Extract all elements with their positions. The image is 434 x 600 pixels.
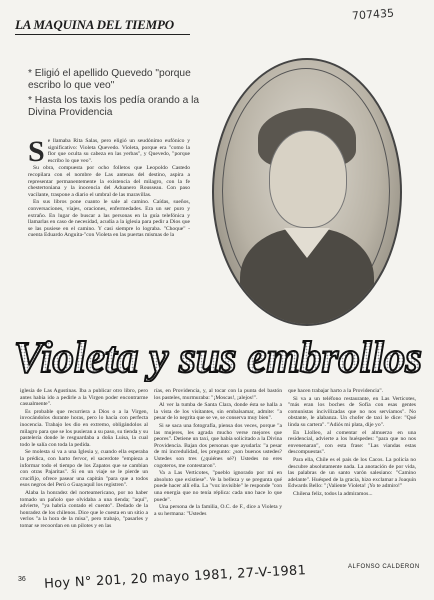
subheads (28, 68, 203, 122)
handwritten-reference: 707435 (351, 6, 395, 23)
headline (8, 330, 428, 382)
byline: ALFONSO CALDERON (348, 564, 420, 570)
handwritten-source-note: Hoy N° 201, 20 mayo 1981, 27-V-1981 (43, 563, 307, 592)
paragraph: Se molesta si va a una Iglesia y, cuando ella esperaba la prédica, con harto fervor, el sacerdote "empieza a informar todo el tiempo de los Zapatos que se cambian con otras Pajaritas". Si en un viaje se le pierde un crucifijo, ofrece pasear una capitán "para que a todos esos negros del Perú o Guayaquil los registren". (20, 449, 148, 489)
paragraph: Una persona de la familia, O.C. de F., dice a Violeta y a su hermana: "Ustedes (154, 504, 282, 517)
paragraph: En Llolleo, al comentar el almuerzo en una residencial, advierte a los huéspedes: "para que no nos envenenaran", con esta frase: "Las viandas estas descompuestas". (288, 429, 416, 456)
paragraph: Si va a un teléfono restaurante, en Las Verticotes, "más eran los boches de Sofía con esas gentes comunistas incivilizadas que no nos servíamos". No obstante, le alabanza. Un chofer de taxi le dice: "Qué linda su cartera". "Adiós mi plata, dije yo". (288, 395, 416, 428)
portrait-photo (212, 58, 402, 326)
headline-text: Violeta y sus embrollos (14, 333, 422, 382)
paragraph: Chilena feliz, todos la admiramos... (293, 490, 373, 497)
page-number: 36 (18, 576, 26, 583)
article-column-2 (154, 388, 282, 518)
article-column-1 (20, 388, 148, 530)
section-title: LA MAQUINA DEL TIEMPO (15, 17, 174, 32)
paragraph: rías, en Providencia, y, al tocar con la punta del bastón los pasteles, murmuraba: "¡Moscas!, ¡alejos!". (154, 388, 282, 401)
title-underline (15, 34, 190, 35)
article-column-3 (288, 388, 416, 499)
paragraph: Al ver la tumba de Santa Clara, donde ésta se halla a la vista de los visitantes, sin embalsamar, admite: "a pesar de lo negrita que se ve, se conserva muy bien". (154, 402, 282, 422)
paragraph: Alaba la honradez del norteamericano, por no haber tomado un pañolo que olvidaba a una tienda; "aquí", advierte, "ya habría contado el cuento". Dedado de la honradez de los chilenos. Dice que le cuesta en un sitio a verlos "a la hora de la misa", pero trabajo, "pasarles y tomar se recoordan en un pilotes y en las (20, 489, 148, 529)
intro-text (28, 135, 190, 240)
paragraph: Va a Las Verticotes, "pueblo ignorado por mí en absoluto que existiese". Ve la belleza y se pregunta qué puede hacer allí ella. La "voz invisible" le responde "con una energía que no tenía réplica: cada uno hace lo que puede". (154, 470, 282, 503)
portrait-face (269, 130, 347, 228)
intro-paragraph: Su obra, compuesta por ocho folletos que Leopoldo Castedo recopilara con el nombre de Las antenas del destino, aspira a representar permanentemente la existencia del milagro, con la fe chestertoniana y la inocencia del Aduanero Rousseau. Con paso vacilante, traspone a diario el umbral de las maravillas. (28, 165, 190, 198)
paragraph: que hacen trabajar harto a la Providencia". (288, 388, 384, 394)
subhead-2: * Hasta los taxis los pedía orando a la Divina Providencia (28, 95, 200, 118)
intro-paragraph: e llamaba Rita Salas, pero eligió un seudónimo eufónico y significativo: Violeta Quevedo. Violeta, porque era "como la flor que oculta su cabeza en las yerbas", y Quevedo, "porque escribo lo que veo". (47, 138, 190, 164)
paragraph: Es probable que recurriera a Dios o a la Virgen, invocándolos durante horas, pero lo hacía con perfecta inocencia. Trabajo les dio en extremo, obligándolos al milagro para que se los pusieran a su paso, su tienda y su pastelería donde le resguardaba a doña Luisa, la cual todo le salía con toda la pedida. (20, 408, 148, 448)
paragraph: iglesia de Las Agustinas. Iba a publicar otro libro, pero antes había ido a pedirle a la Virgen poder encontrarme casualmente". (20, 388, 148, 408)
intro-paragraph: En sus libros pone cuanto le sale al camino. Caídas, sueños, conversaciones, viajes, oraciones, enfermedades. Era un ser puro y extraño. En lugar de buscar a las personas en la guía telefónica y llamarlas en caso de necesidad, acudía a la iglesia para pedir a Dios que se las pusiese en el camino. Y casi siempre lo lograba. "Choque" -cuenta Eduardo Anguita-"con Violeta en las puertas mismas de la (28, 199, 190, 239)
paragraph: Para ella, Chile es el país de los Cacos. La policía no descubre absolutamente nada. La anotación de por vida, las palabras de un santo varón salesiano: "Camino adelante". Huésped de la gracia, hizo exclamar a Joaquín Edwards Bello: "¡Valiente Violeta! ¡Yo te admiro!" (288, 456, 416, 490)
subhead-1: * Eligió el apellido Quevedo "porque escribo lo que veo" (28, 68, 191, 91)
paragraph: Si se saca una fotografía, piensa dos veces, porque "a las mujeres, les agrada mucho verse mejores que peores". Detiene un taxi, que había solicitado a la Divina Providencia. Bajan dos personas que ayudarla: "a pesar de mi incredulidad, les pregunto: ¿son buenos ustedes? Ustedes son tres (¿quiénes sé?) Ustedes no eres cogoteros, me contestaron". (154, 422, 282, 469)
dropcap: S (28, 135, 45, 168)
